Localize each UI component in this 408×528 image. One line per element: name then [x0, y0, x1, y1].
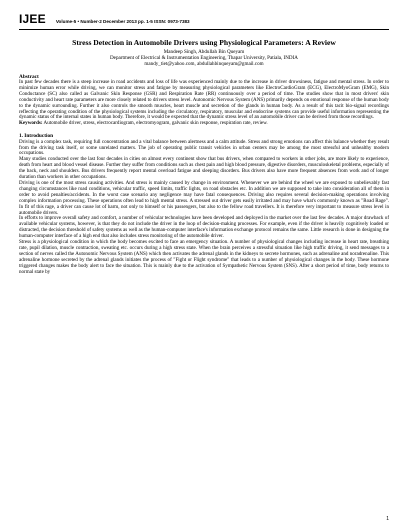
- author-affiliation: Department of Electrical & Instrumentation Engineering, Thapar University, Patiala, INDIA: [110, 55, 298, 62]
- abstract-text: In past few decades there is a steep increase in road accidents and loss of life was experienced mainly due to the increase in driver drowsiness, fatigue and mental stress. In order to minimize human error while driving, we can monitor stress and fatigue by measuring physiological parameters like ElectroCardioGram (ECG), ElectroMyoGram (EMG), Skin Conductance (SC) also called as Galvanic Skin Response (GSR) and Respiration Rate (RR) continuously over a period of time. The studies show that in most drivers' skin conductivity and heart rate parameters are more closely related to drivers stress level. Autonomic Nervous System (ANS) primarily depends on emotional response of the human body to the dynamic surrounding. Further it also controls the smooth muscles, heart muscle and secretion of the glands in human body. As a result of this tacit bio-signal recordings reflecting the operating condition of the physiological systems including the circulatory, respiratory, muscular and endocrine systems can provide useful information representing the dynamic status of the internal states in human body. Therefore, it would be expected that the dynamic stress level of an automobile driver can be derived from those recordings.: [19, 79, 389, 121]
- intro-paragraph: In efforts to improve overall safety and comfort, a number of vehicular technologies have been developed and deployed in the market over the last few decades. A major drawback of available vehicular systems, however, is that they do not include the driver in the loop of decision-making processes. For example, even if the driver is heavily cognitively loaded or distracted, the decision threshold of safety systems as well as the human-computer interface's information exchange protocol remains the same. Little research is done in designing the human-computer interface of a high end that also includes stress monitoring of the automobile driver.: [19, 215, 389, 240]
- header-rule: [19, 29, 389, 30]
- intro-paragraph: Many studies conducted over the last four decades in cities on almost every continent show that bus drivers, when compared to workers in other jobs, are more likely to experience, death from heart and blood vessel disease. Further they suffer from conditions such as chest pain and high blood pressure, digestive disorders, musculoskeletal problems, especially of the back, neck and shoulders. Bus drivers frequently report mental overload fatigue and sleeping disorders. Bus drivers also have more frequent absences from work and of longer duration than workers in other occupations.: [19, 156, 389, 181]
- journal-header: [19, 12, 389, 26]
- keywords-text: Automobile driver, stress, electrocardiogram, electromyogram, galvanic skin response, respiration rate, review.: [43, 120, 268, 127]
- intro-paragraph: Driving is one of the most stress causing activities. And stress is mainly caused by change in environment. Whenever we are behind the wheel we are exposed to unbelievably fast changing circumstances like road conditions, vehicular traffic, speed limits, traffic lights, on road obstacles etc. In addition we are supposed to take into consideration all of them in order to avoid penalties/accidents. In the worst case scenario any negligence may have fatal consequences. Driving also requires several decision-making operations involving complex information processing. These operations often lead to high mental stress. A stressed out driver gets easily irritated and may have what's commonly known as "Road Rage". In fit of this rage, a driver can cause lot of harm, not only to himself or his passengers, but also to the fellow road travellers. It is therefore very important to measure stress level in automobile drivers.: [19, 180, 389, 216]
- author-names: Mandeep Singh, Abdullah Bin Queyam: [163, 49, 245, 55]
- author-emails: mandy_tiet@yahoo.com, abdullahbinqueyam@gmail.com: [144, 61, 264, 68]
- page-number: 1: [386, 516, 389, 522]
- introduction-heading: 1. Introduction: [19, 133, 54, 140]
- intro-paragraph: Stress is a physiological condition in which the body becomes excited to face an emergency situation. A number of physiological changes including increase in heart rate, breathing rate, pupil dilation, muscle contraction, sweating etc. occurs during a high stress state. When the brain perceives a stressful situation like high traffic driving, it send messages to a section of nerves called the Autonomic Nervous System (ANS) which then activates the adrenal glands in the kidneys to secrete hormones, such as adrenaline and noradrenaline. This adrenaline hormone secreted by the adrenal glands initiates the process of "Fight or Flight syndrome" that leads to a number of physiological changes in the body. These hormone triggered changes makes the body alert to face the situation. This is mainly due to the activation of Sympathetic Nervous System (SNS). After a short period of time, body returns to normal state by: [19, 239, 389, 275]
- keywords-line: [19, 121, 389, 127]
- journal-name: IJEE: [19, 12, 46, 26]
- intro-paragraph: Driving is a complex task, requiring full concentration and a vital balance between alertness and a calm attitude. Stress and strong emotions can affect this balance whether they result from the driving task itself, or some unrelated matters. The job of operating public transit vehicles in urban centers may be among the most stressful and unhealthy modern occupations.: [19, 138, 389, 157]
- keywords-label: Keywords:: [19, 120, 43, 127]
- volume-info: Volume-5 • Number-2 December 2013 pp. 1-5 ISSN: 0973-7383: [55, 19, 190, 24]
- abstract-heading: Abstract: [19, 73, 39, 80]
- paper-title: Stress Detection in Automobile Drivers using Physiological Parameters: A Review: [72, 38, 336, 47]
